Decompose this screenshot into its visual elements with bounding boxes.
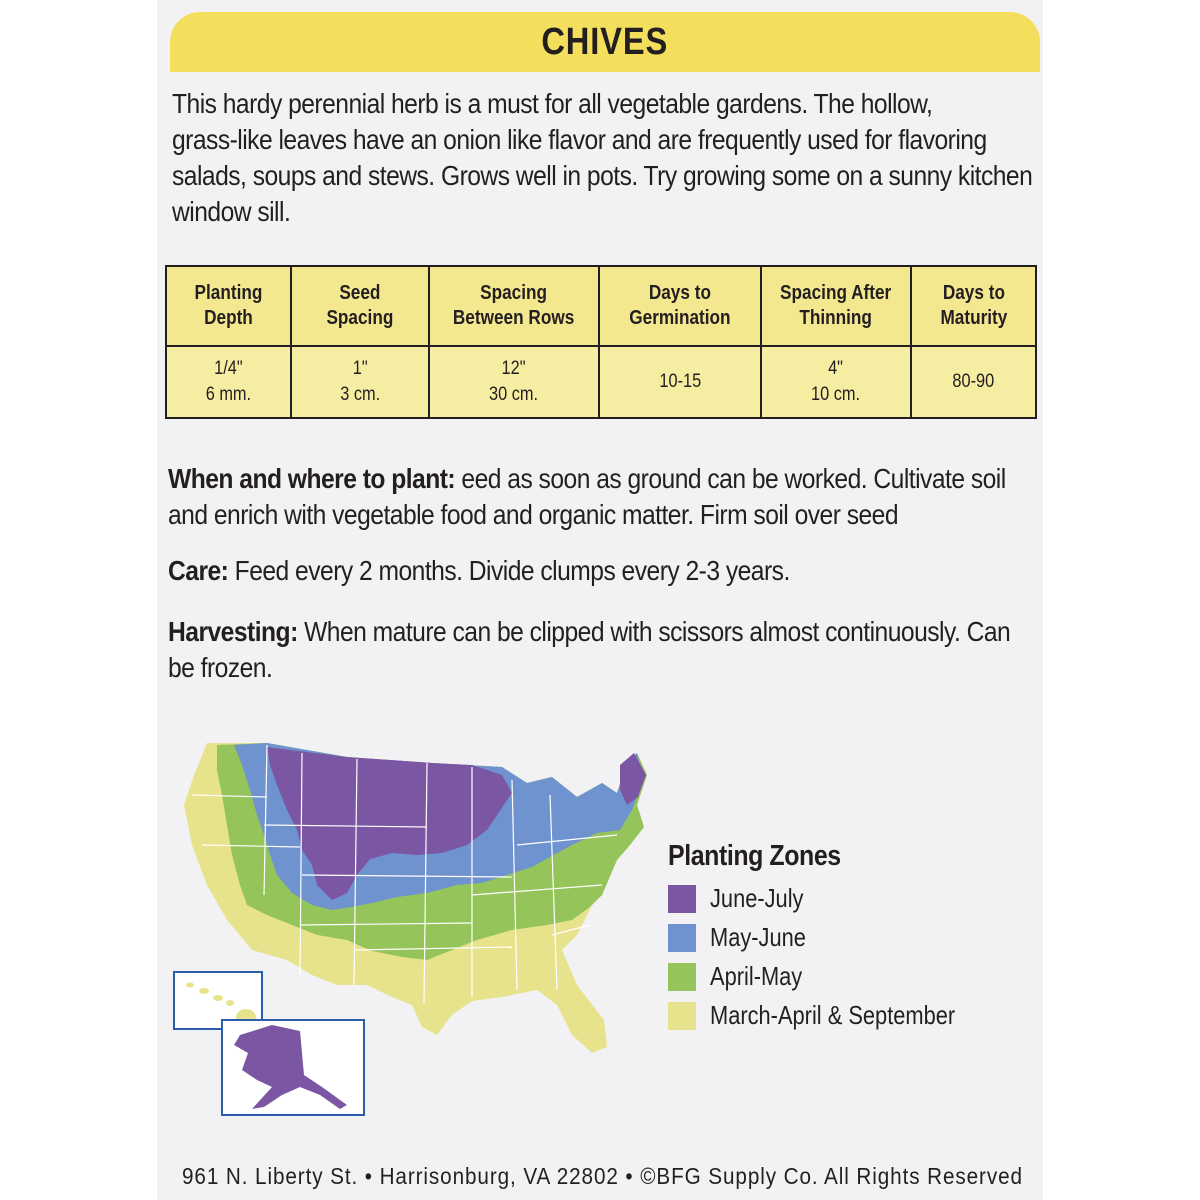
header-planting-depth: Planting Depth (166, 266, 291, 346)
swatch-march-april-september (668, 1002, 696, 1030)
value-maturity: 80-90 (911, 346, 1036, 418)
table-value-row (166, 346, 1036, 418)
when-where-text: eed as soon as ground can be worked. Cultivate soil (455, 463, 1006, 494)
header-seed-spacing: Seed Spacing (291, 266, 429, 346)
legend-item-april-may (668, 957, 988, 996)
page-title: CHIVES (541, 20, 669, 63)
planting-zone-map (172, 735, 672, 1120)
new-england-zone-purple (620, 753, 646, 805)
swatch-june-july (668, 885, 696, 913)
swatch-april-may (668, 963, 696, 991)
intro-text (172, 86, 1033, 230)
planting-zones-legend (668, 840, 988, 1035)
growing-info-table (165, 265, 1037, 419)
legend-item-may-june (668, 918, 988, 957)
when-where-label: When and where to plant: (168, 463, 456, 494)
legend-title: Planting Zones (668, 840, 841, 872)
care-section (168, 553, 960, 589)
care-text: Feed every 2 months. Divide clumps every 2-3 years. (228, 555, 790, 586)
intro-line: salads, soups and stews. Grows well in pots. Try growing some on a sunny kitchen (172, 160, 1033, 191)
when-where-text: and enrich with vegetable food and organic matter. Firm soil over seed (168, 499, 899, 530)
swatch-may-june (668, 924, 696, 952)
harvesting-label: Harvesting: (168, 616, 298, 647)
when-where-section (168, 461, 1006, 533)
intro-line: window sill. (172, 196, 291, 227)
header-maturity: Days to Maturity (911, 266, 1036, 346)
legend-item-june-july (668, 879, 988, 918)
title-banner (170, 12, 1040, 72)
legend-label: March-April & September (710, 1000, 956, 1030)
harvesting-section (168, 614, 1011, 686)
legend-item-march-april-september (668, 996, 988, 1035)
legend-label: June-July (710, 883, 804, 913)
value-row-spacing: 12" 30 cm. (429, 346, 599, 418)
legend-label: May-June (710, 922, 806, 952)
intro-line: This hardy perennial herb is a must for all vegetable gardens. The hollow, (172, 88, 933, 119)
value-germination: 10-15 (599, 346, 761, 418)
footer-address: 961 N. Liberty St. • Harrisonburg, VA 22802 • ©BFG Supply Co. All Rights Reserved (182, 1163, 1023, 1189)
legend-label: April-May (710, 961, 803, 991)
header-germination: Days to Germination (599, 266, 761, 346)
header-row-spacing: Spacing Between Rows (429, 266, 599, 346)
value-thinning: 4" 10 cm. (761, 346, 911, 418)
value-planting-depth: 1/4" 6 mm. (166, 346, 291, 418)
value-seed-spacing: 1" 3 cm. (291, 346, 429, 418)
care-label: Care: (168, 555, 229, 586)
header-thinning: Spacing After Thinning (761, 266, 911, 346)
harvesting-text: When mature can be clipped with scissors almost continuously. Can (297, 616, 1011, 647)
intro-line: grass-like leaves have an onion like flavor and are frequently used for flavoring (172, 124, 987, 155)
table-header-row (166, 266, 1036, 346)
harvesting-text: be frozen. (168, 652, 273, 683)
